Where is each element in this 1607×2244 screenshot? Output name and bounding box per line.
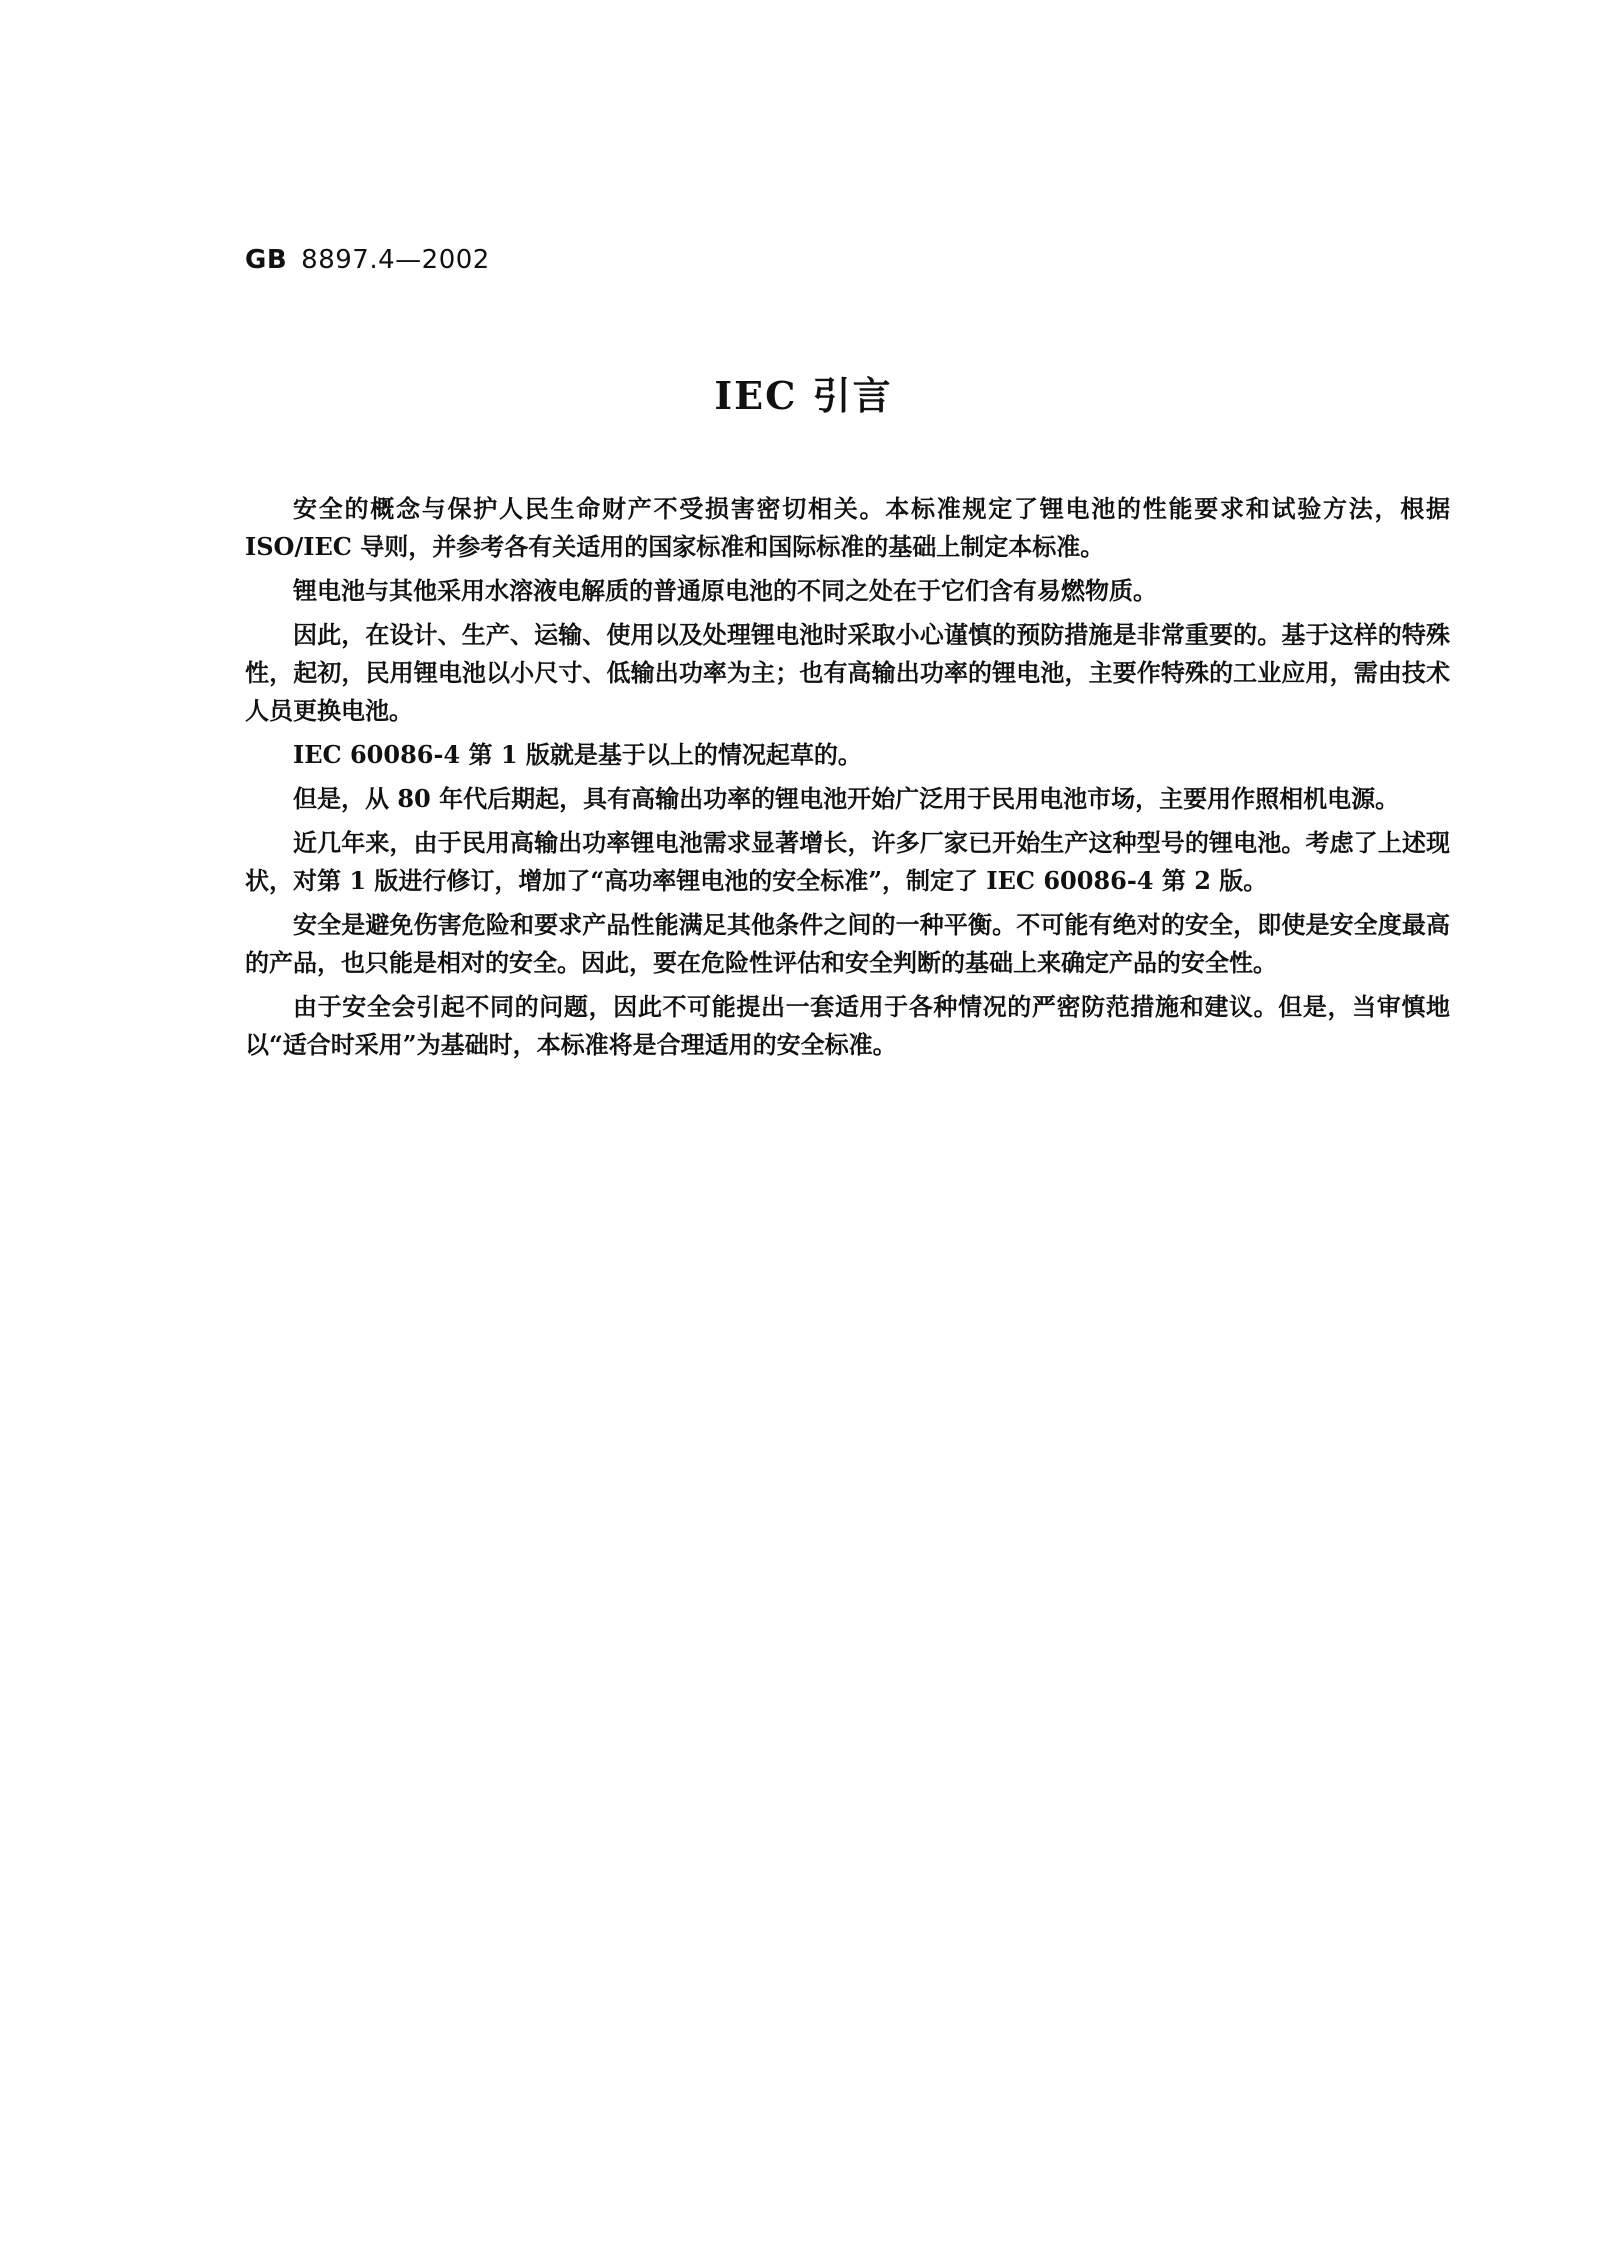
page-title: IEC 引言 xyxy=(714,373,893,418)
paragraph: 因此，在设计、生产、运输、使用以及处理锂电池时采取小心谨慎的预防措施是非常重要的。基于这样的特殊性，起初，民用锂电池以小尺寸、低输出功率为主；也有高输出功率的锂电池，主要作特殊的工业应用，需由技术人员更换电池。 xyxy=(245,620,1450,725)
standard-number: 8897.4—2002 xyxy=(301,245,490,275)
standard-code xyxy=(245,245,490,275)
paragraph: IEC 60086-4 第 1 版就是基于以上的情况起草的。 xyxy=(293,740,862,769)
body-text xyxy=(245,490,1450,1070)
paragraph: 安全是避免伤害危险和要求产品性能满足其他条件之间的一种平衡。不可能有绝对的安全，即使是安全度最高的产品，也只能是相对的安全。因此，要在危险性评估和安全判断的基础上来确定产品的安全性。 xyxy=(245,910,1450,977)
paragraph: 但是，从 80 年代后期起，具有高输出功率的锂电池开始广泛用于民用电池市场，主要用作照相机电源。 xyxy=(293,784,1400,813)
paragraph: 近几年来，由于民用高输出功率锂电池需求显著增长，许多厂家已开始生产这种型号的锂电池。考虑了上述现状，对第 1 版进行修订，增加了“高功率锂电池的安全标准”，制定了 IEC 60086-4 第 2 版。 xyxy=(245,828,1450,895)
paragraph: 锂电池与其他采用水溶液电解质的普通原电池的不同之处在于它们含有易燃物质。 xyxy=(293,576,1157,605)
gb-prefix: GB xyxy=(245,245,288,275)
paragraph: 由于安全会引起不同的问题，因此不可能提出一套适用于各种情况的严密防范措施和建议。但是，当审慎地以“适合时采用”为基础时，本标准将是合理适用的安全标准。 xyxy=(245,992,1450,1059)
paragraph: 安全的概念与保护人民生命财产不受损害密切相关。本标准规定了锂电池的性能要求和试验方法，根据 ISO/IEC 导则，并参考各有关适用的国家标准和国际标准的基础上制定本标准。 xyxy=(245,494,1450,561)
